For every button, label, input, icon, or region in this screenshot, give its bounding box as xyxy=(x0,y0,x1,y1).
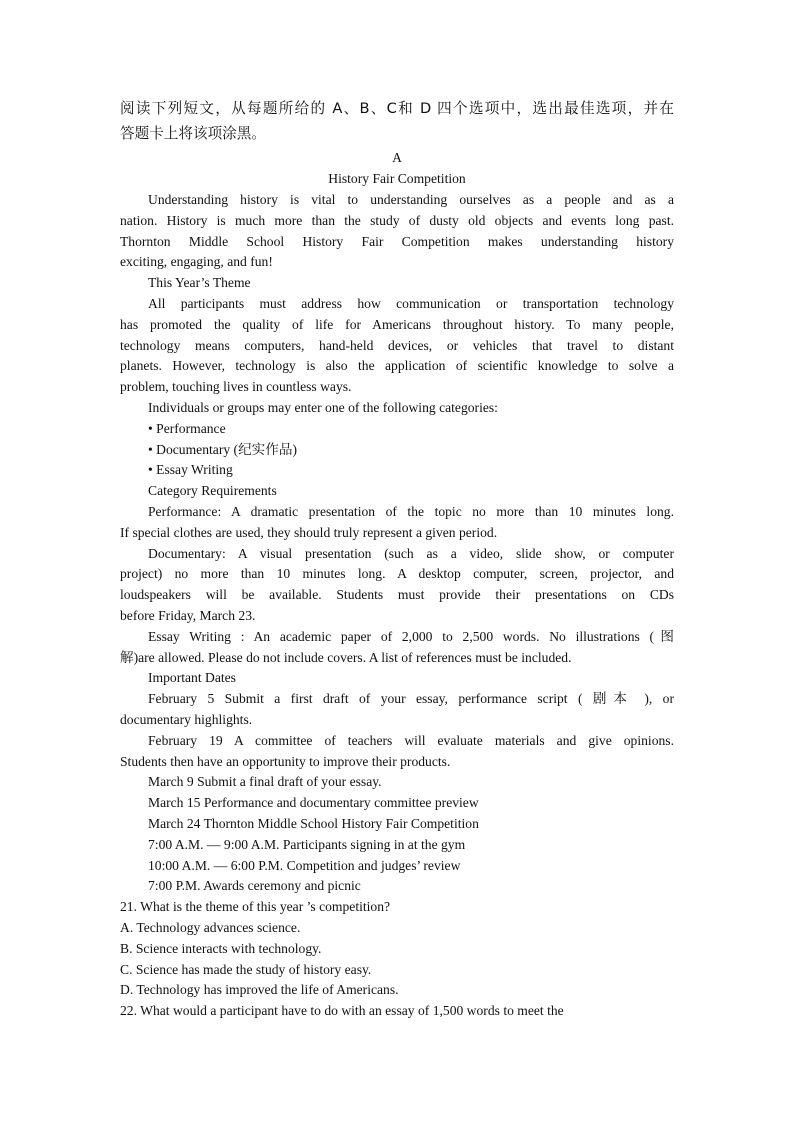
section-heading-theme: This Year’s Theme xyxy=(148,275,251,290)
option-d: D. Technology has improved the life of Americans. xyxy=(120,982,399,997)
date-line: Students then have an opportunity to improve their products. xyxy=(120,754,451,769)
schedule-line: 7:00 P.M. Awards ceremony and picnic xyxy=(148,878,361,893)
paragraph-line: All participants must address how communication or transportation technology xyxy=(148,296,674,311)
schedule-line: 10:00 A.M. — 6:00 P.M. Competition and judges’ review xyxy=(148,858,461,873)
paragraph-line: Understanding history is vital to understanding ourselves as a people and as a xyxy=(148,192,674,207)
paragraph-line: Essay Writing : An academic paper of 2,000 to 2,500 words. No illustrations (图 xyxy=(148,629,674,644)
date-line: March 9 Submit a final draft of your essay. xyxy=(148,774,382,789)
paragraph-line: Performance: A dramatic presentation of the topic no more than 10 minutes long. xyxy=(148,504,674,519)
option-c: C. Science has made the study of history easy. xyxy=(120,962,372,977)
paragraph-line: planets. However, technology is also the application of scientific knowledge to solve a xyxy=(120,358,674,373)
paragraph-line: exciting, engaging, and fun! xyxy=(120,254,273,269)
section-heading-requirements: Category Requirements xyxy=(148,483,277,498)
paragraph-line: technology means computers, hand-held devices, or vehicles that travel to distant xyxy=(120,338,674,353)
paragraph-line: project) no more than 10 minutes long. A desktop computer, screen, projector, and xyxy=(120,566,674,581)
instruction-line-1: 阅读下列短文，从每题所给的 A、B、C和 D 四个选项中，选出最佳选项，并在 xyxy=(120,100,674,117)
paragraph-line: Documentary: A visual presentation (such as a video, slide show, or computer xyxy=(148,546,674,561)
paragraph-line: has promoted the quality of life for Americans throughout history. To many people, xyxy=(120,317,674,332)
option-a: A. Technology advances science. xyxy=(120,920,301,935)
section-letter: A xyxy=(392,150,402,165)
paragraph-line: loudspeakers will be available. Students must provide their presentations on CDs xyxy=(120,587,674,602)
section-heading-dates: Important Dates xyxy=(148,670,236,685)
category-item-essay: • Essay Writing xyxy=(148,462,233,477)
passage-title: History Fair Competition xyxy=(328,171,466,186)
instruction-line-2: 答题卡上将该项涂黑。 xyxy=(120,125,266,142)
paragraph-line: If special clothes are used, they should truly represent a given period. xyxy=(120,525,498,540)
date-line: February 19 A committee of teachers will evaluate materials and give opinions. xyxy=(148,733,674,748)
question-21: 21. What is the theme of this year ’s competition? xyxy=(120,899,391,914)
paragraph-line: problem, touching lives in countless ways. xyxy=(120,379,352,394)
option-b: B. Science interacts with technology. xyxy=(120,941,322,956)
paragraph-line: nation. History is much more than the study of dusty old objects and events long past. xyxy=(120,213,674,228)
schedule-line: 7:00 A.M. — 9:00 A.M. Participants signing in at the gym xyxy=(148,837,466,852)
paragraph-line: Individuals or groups may enter one of the following categories: xyxy=(148,400,498,415)
paragraph-line: Thornton Middle School History Fair Competition makes understanding history xyxy=(120,234,674,249)
date-line: March 24 Thornton Middle School History Fair Competition xyxy=(148,816,479,831)
date-line: March 15 Performance and documentary committee preview xyxy=(148,795,479,810)
question-22: 22. What would a participant have to do with an essay of 1,500 words to meet the xyxy=(120,1003,564,1018)
category-item-performance: • Performance xyxy=(148,421,226,436)
category-item-documentary: • Documentary (纪实作品) xyxy=(148,442,297,457)
paragraph-line: before Friday, March 23. xyxy=(120,608,256,623)
paragraph-line: 解)are allowed. Please do not include covers. A list of references must be included. xyxy=(120,650,572,665)
date-line: documentary highlights. xyxy=(120,712,253,727)
date-line: February 5 Submit a first draft of your essay, performance script ( 剧本 ), or xyxy=(148,691,674,706)
